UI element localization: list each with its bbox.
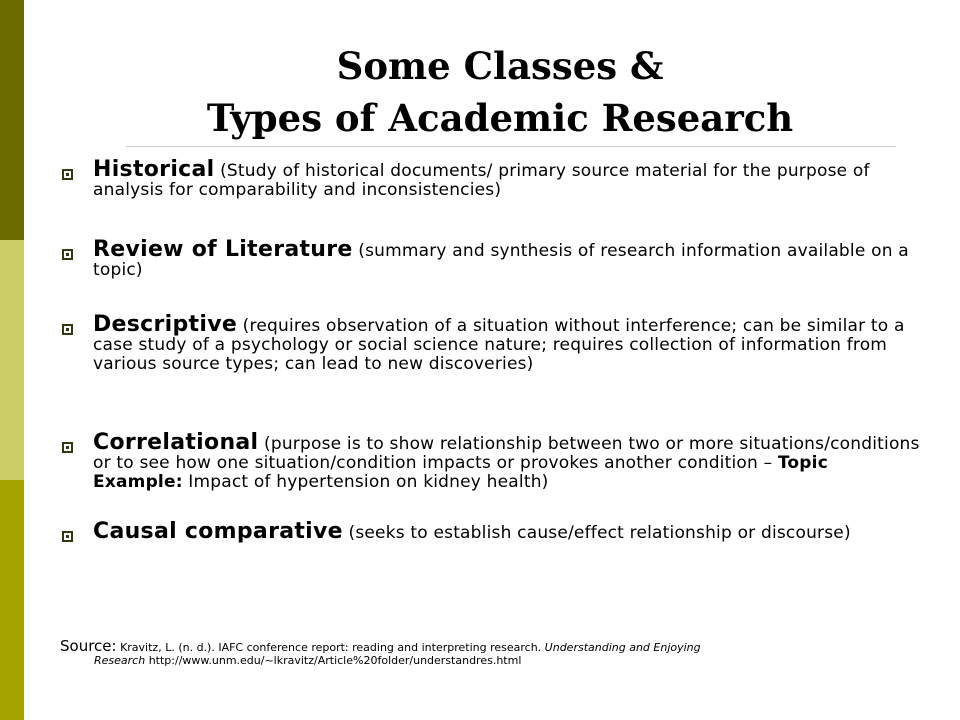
source-citation (60, 637, 920, 667)
source-url: http://www.unm.edu/~lkravitz/Article%20folder/understandres.html (145, 654, 522, 667)
bullet-description: (Study of historical documents/ primary source material for the purpose of analysis for comparability and inconsistencies) (93, 161, 870, 200)
source-citation-text: Kravitz, L. (n. d.). IAFC conference report: reading and interpreting research. (116, 641, 545, 654)
side-bar-segment-bottom (0, 480, 24, 720)
bullet-item-descriptive (62, 312, 922, 374)
title-divider (126, 146, 896, 147)
topic-example-text: Impact of hypertension on kidney health) (182, 472, 549, 492)
bullet-text (93, 157, 922, 200)
bullet-item-correlational (62, 430, 922, 492)
slide-title-line-2: Types of Academic Research (206, 96, 794, 140)
source-line-2 (60, 654, 920, 667)
bullet-term: Causal comparative (93, 519, 343, 544)
bullet-term: Descriptive (93, 312, 238, 337)
bullet-text (93, 519, 922, 544)
bullet-text (93, 237, 922, 280)
bullet-text (93, 312, 922, 374)
square-bullet-icon (62, 249, 73, 260)
side-bar-segment-middle (0, 240, 24, 480)
square-bullet-icon (62, 442, 73, 453)
decorative-side-bar (0, 0, 24, 720)
square-bullet-icon (62, 169, 73, 180)
bullet-description: (seeks to establish cause/effect relationship or discourse) (342, 523, 851, 543)
side-bar-segment-top (0, 0, 24, 240)
bullet-term: Correlational (93, 430, 259, 455)
square-bullet-icon (62, 531, 73, 542)
source-italic-title-2: Research (94, 654, 146, 667)
source-italic-title: Understanding and Enjoying (544, 641, 701, 654)
source-label: Source: (60, 637, 117, 655)
bullet-description: (requires observation of a situation without interference; can be similar to a case study of a psychology or social science nature; requires collection of information from various source types; can lead to new discoveries) (93, 316, 905, 374)
bullet-description: (purpose is to show relationship between two or more situations/conditions or to see how one situation/condition impacts or provokes another condition – (93, 434, 920, 473)
bullet-item-causal-comparative (62, 519, 922, 544)
slide-title (100, 40, 900, 144)
bullet-text (93, 430, 922, 492)
slide-title-line-1: Some Classes & (336, 44, 664, 88)
bullet-term: Historical (93, 157, 215, 182)
square-bullet-icon (62, 324, 73, 335)
bullet-item-review-of-literature (62, 237, 922, 280)
topic-example-label: Topic Example: (93, 453, 828, 492)
bullet-item-historical (62, 157, 922, 200)
bullet-description: (summary and synthesis of research information available on a topic) (93, 241, 909, 280)
bullet-term: Review of Literature (93, 237, 353, 262)
